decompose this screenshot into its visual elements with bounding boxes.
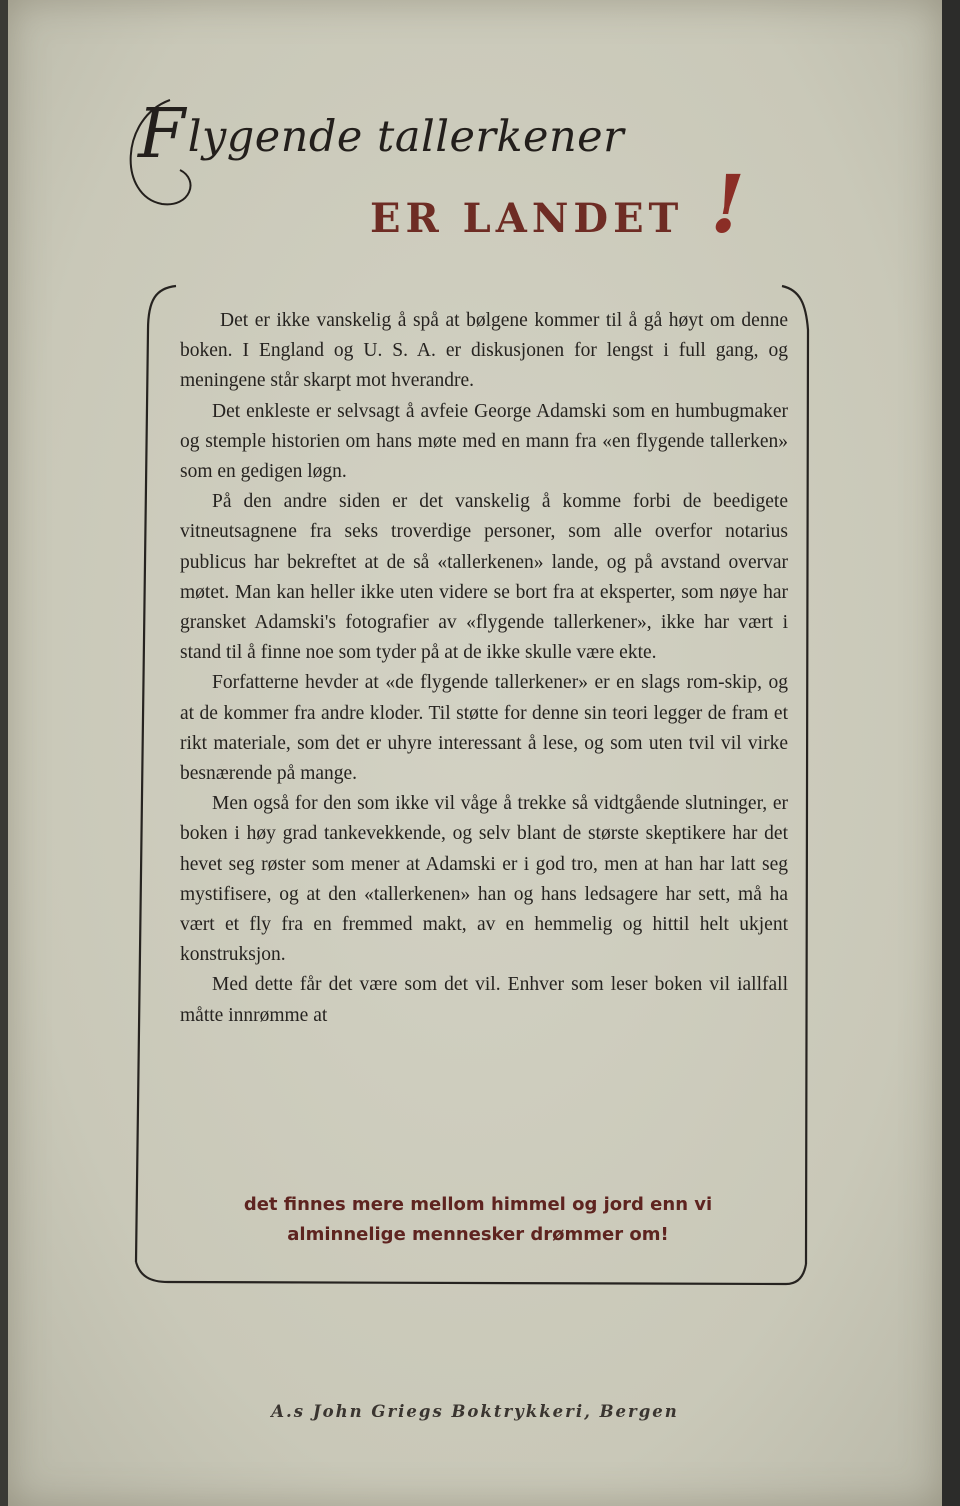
blurb-paragraph-5: Men også for den som ikke vil våge å trekke så vidtgående slutninger, er boken i høy grad tankevekkende, og selv blant de største skeptikere har det hevet seg røster som mener at Adamski er i god tro, men at han har latt seg mystifisere, og at den «tallerkenen» han og hans ledsagere har sett, må ha vært et fly fra en fremmed makt, av en hemmelig og hittil helt ukjent konstruksjon.: [180, 793, 788, 966]
title-script-rest: lygende tallerkener: [187, 112, 625, 162]
closing-statement: [188, 1190, 768, 1250]
blurb-paragraph-1: Det er ikke vanskelig å spå at bølgene kommer til å gå høyt om denne boken. I England og U. S. A. er diskusjonen for lengst i full gang, og meningene står skarpt mot hverandre.: [180, 310, 788, 392]
cover-edge: [942, 0, 960, 1506]
closing-line-2: alminnelige mennesker drømmer om!: [287, 1224, 669, 1245]
title-bold-line: ER LANDET: [370, 195, 684, 242]
blurb-paragraph-3: På den andre siden er det vanskelig å komme forbi de beedigete vitneutsagnene fra seks troverdige personer, som alle overfor notarius publicus har bekreftet at de så «tallerkenen» lande, og på avstand overvar møtet. Man kan heller ikke uten videre se bort fra at eksperter, som nøye har gransket Adamski's fotografier av «flygende tallerkener», ikke har vært i stand til å finne noe som tyder på at de ikke skulle være ekte.: [180, 491, 788, 664]
title-script-initial: F: [138, 95, 186, 174]
blurb-paragraph-4: Forfatterne hevder at «de flygende tallerkener» er en slags rom-skip, og at de kommer fra andre kloder. Til støtte for denne sin teori legger de fram et rikt materiale, som det er uhyre interessant å lese, og som uten tvil vil virke besnærende på mange.: [180, 672, 788, 785]
title-exclamation: !: [710, 157, 746, 251]
book-back-cover: [8, 0, 942, 1506]
title-script-line: [138, 95, 624, 174]
cover-title: [138, 95, 758, 255]
blurb-paragraph-6: Med dette får det være som det vil. Enhver som leser boken vil iallfall måtte innrømme at: [180, 974, 788, 1026]
printer-imprint: A.s John Griegs Boktrykkeri, Bergen: [271, 1402, 679, 1421]
blurb-paragraph-2: Det enkleste er selvsagt å avfeie George Adamski som en humbugmaker og stemple historien om hans møte med en mann fra «en flygende tallerken» som en gedigen løgn.: [180, 400, 788, 483]
blurb-text: [180, 306, 788, 1031]
closing-line-1: det finnes mere mellom himmel og jord enn vi: [243, 1194, 713, 1215]
